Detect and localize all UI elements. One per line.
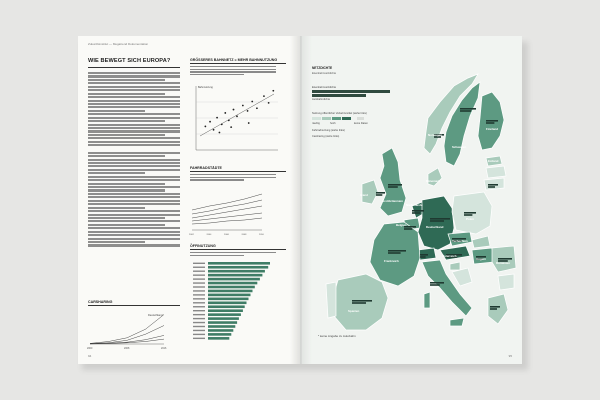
desc-line: [190, 74, 244, 75]
netzdichte-bar: [352, 302, 366, 304]
netzdichte-bar: [464, 214, 472, 216]
scatter-point: [204, 126, 206, 128]
scatter-point: [256, 107, 258, 109]
oepnv-bar-label-placeholder: [193, 314, 205, 315]
country-label: Deutschland: [426, 225, 444, 229]
carsharing-series-0: [90, 315, 164, 344]
netzdichte-bar: [490, 306, 500, 308]
text-line: [88, 155, 165, 157]
text-line: [88, 141, 180, 143]
carsharing-x-tick: 2016: [161, 347, 167, 350]
legend-scale-nodata: keine Daten: [354, 122, 368, 125]
left-running-head: Zukunftsinstitut — Megatrend Dokumentation: [88, 42, 149, 46]
scatter-y-label: Bahnnutzung: [198, 86, 213, 89]
text-line: [88, 100, 180, 102]
oepnv-bar-label-placeholder: [193, 330, 205, 331]
text-line: [88, 220, 180, 222]
oepnv-bar: [208, 282, 257, 285]
text-line: [88, 169, 180, 171]
text-line: [88, 89, 180, 91]
country-shape: [498, 274, 514, 290]
text-line: [88, 159, 180, 161]
oepnv-bar-label-placeholder: [193, 290, 205, 291]
scatter-point: [268, 102, 270, 104]
oepnv-bar: [208, 325, 235, 328]
fahrrad-rule: [190, 171, 286, 172]
oepnv-bar-label-placeholder: [193, 282, 205, 283]
text-line: [88, 196, 180, 198]
oepnv-bar: [208, 266, 268, 269]
legend-scale-low: niedrig: [312, 122, 320, 125]
trend-line: [200, 94, 274, 136]
netzdichte-bar: [498, 258, 512, 260]
text-line: [88, 110, 145, 112]
oepnv-bar-label-placeholder: [193, 326, 205, 327]
desc-line: [190, 69, 276, 70]
map-footnote: * keine Angabe zu Autobahn: [318, 334, 356, 338]
text-line: [88, 106, 180, 108]
netzdichte-bar: [486, 120, 498, 122]
brochure: [78, 36, 522, 364]
scatter-point: [224, 112, 226, 114]
oepnv-bar: [208, 302, 247, 305]
oepnv-bar-label-placeholder: [193, 310, 205, 311]
text-line: [88, 183, 165, 185]
carsharing-title: CARSHARING: [88, 300, 113, 304]
scatter-point: [242, 105, 244, 107]
netzdichte-bar: [430, 220, 444, 222]
fahrrad-x-tick: 2002: [189, 234, 194, 236]
scatter-point: [263, 95, 265, 97]
text-line: [88, 134, 165, 136]
desc-line: [190, 255, 244, 256]
text-line: [88, 162, 180, 164]
legend-fahrrad-label: Fahrradnutzung (siehe links): [312, 129, 345, 132]
netzdichte-bar: [376, 194, 382, 196]
text-line: [88, 176, 180, 178]
text-line: [88, 217, 165, 219]
text-line: [88, 165, 180, 167]
legend-rail-label: Eisenbahnnetzdichte: [312, 86, 337, 89]
country-label: Italien: [430, 285, 439, 289]
fahrrad-line-chart: [190, 186, 286, 238]
oepnv-bar-label-placeholder: [193, 298, 205, 299]
carsharing-x-tick: 2008: [124, 347, 130, 350]
text-line: [88, 189, 165, 191]
desc-line: [190, 66, 276, 67]
netzdichte-bar: [388, 252, 401, 254]
carsharing-series-2: [90, 335, 164, 343]
scatter-point: [251, 101, 253, 103]
text-line: [88, 72, 180, 74]
oepnv-bar-label-placeholder: [193, 334, 205, 335]
netzdichte-bar: [412, 210, 424, 212]
netzdichte-bar: [430, 218, 450, 220]
text-line: [88, 172, 145, 174]
oepnv-bar: [208, 286, 255, 289]
text-line: [88, 82, 180, 84]
text-line: [88, 117, 180, 119]
text-line: [88, 144, 180, 146]
oepnv-bar: [208, 294, 251, 297]
oepnv-bar: [208, 317, 239, 320]
legend-carsharing-label: Carsharing (siehe links): [312, 135, 340, 138]
text-line: [88, 103, 180, 105]
fahrrad-description: [190, 174, 280, 182]
legend-bar-road: [312, 94, 366, 97]
netzdichte-bar: [376, 192, 385, 194]
text-line: [88, 75, 180, 77]
text-line: [88, 193, 180, 195]
country-label: Finnland: [486, 127, 499, 131]
fahrrad-series-4: [192, 218, 262, 224]
text-line: [88, 152, 180, 154]
netzdichte-bar: [388, 250, 406, 252]
oepnv-bar-label-placeholder: [193, 263, 205, 264]
netz-title: GRÖSSERES BAHNNETZ = MEHR BAHNNUTZUNG: [190, 58, 278, 62]
netzdichte-bar: [460, 110, 471, 112]
country-label: Dänemark: [426, 179, 440, 183]
left-page: [78, 36, 300, 364]
country-label: Polen: [466, 217, 474, 221]
oepnv-bar-chart: [190, 260, 286, 350]
country-shape: [326, 282, 336, 318]
oepnv-bar: [208, 262, 270, 265]
page-gutter: [290, 36, 312, 364]
country-label: Tschechien: [452, 239, 468, 243]
desc-line: [190, 177, 276, 178]
left-page-number: 94: [88, 354, 92, 358]
text-line: [88, 130, 180, 132]
text-line: [88, 234, 180, 236]
netzdichte-bar: [460, 108, 476, 110]
carsharing-series-label: Deutschland: [148, 314, 163, 317]
scatter-point: [219, 132, 221, 134]
text-line: [88, 124, 180, 126]
desc-line: [190, 252, 276, 253]
desc-line: [190, 179, 244, 180]
legend-bar-label-1: Eisenbahnnetzdichte: [312, 72, 337, 75]
text-line: [88, 179, 180, 181]
fahrrad-x-tick: 2010: [259, 234, 264, 236]
oepnv-bar: [208, 321, 237, 324]
title-rule: [88, 67, 180, 68]
legend-road-label: Autobahndichte: [312, 98, 331, 101]
oepnv-bar: [208, 337, 229, 340]
oepnv-bar: [208, 333, 231, 336]
fahrrad-series-3: [192, 213, 262, 221]
oepnv-bar: [208, 290, 253, 293]
text-line: [88, 127, 180, 129]
netzdichte-bar: [488, 184, 498, 186]
scatter-point: [216, 117, 218, 119]
text-line: [88, 137, 180, 139]
text-line: [88, 210, 180, 212]
oepnv-title: ÖFFINUTZUNG: [190, 244, 216, 248]
country-label: Niederlande: [406, 203, 423, 207]
country-label: Estland: [488, 159, 499, 163]
fahrrad-title: FAHRRADSTÄDTE: [190, 166, 222, 170]
oepnv-bar: [208, 278, 260, 281]
text-line: [88, 224, 165, 226]
country-shape: [418, 196, 454, 250]
oepnv-bar: [208, 329, 233, 332]
oepnv-bar: [208, 305, 245, 308]
oepnv-bar-label-placeholder: [193, 338, 205, 339]
netzdichte-bar: [404, 228, 412, 230]
country-shape: [424, 292, 430, 308]
oepnv-bar: [208, 274, 262, 277]
country-label: Schweden: [452, 145, 467, 149]
oepnv-description: [190, 252, 280, 257]
country-label: Ungarn: [476, 257, 487, 261]
text-line: [88, 200, 180, 202]
text-line: [88, 96, 180, 98]
scatter-point: [209, 121, 211, 123]
scatter-point: [213, 129, 215, 131]
article-title: WIE BEWEGT SICH EUROPA?: [88, 58, 171, 64]
oepnv-bar-label-placeholder: [193, 271, 205, 272]
oepnv-bar-label-placeholder: [193, 267, 205, 268]
country-label: Rumänien: [496, 261, 510, 265]
netz-rule: [190, 63, 286, 64]
scatter-point: [247, 110, 249, 112]
fahrrad-x-tick: 2008: [241, 234, 247, 236]
right-page: [300, 36, 522, 364]
carsharing-rule: [88, 305, 180, 306]
netz-description: [190, 66, 280, 76]
desc-line: [190, 174, 276, 175]
scatter-point: [248, 122, 250, 124]
scatter-point: [233, 109, 235, 111]
country-label: Österreich: [442, 254, 457, 258]
text-line: [88, 238, 180, 240]
legend-title: NETZDICHTE: [312, 66, 333, 70]
netzdichte-bar: [430, 282, 444, 284]
text-line: [88, 186, 180, 188]
body-text-column: [88, 72, 180, 248]
netzdichte-bar: [420, 256, 426, 258]
right-page-number: 95: [508, 354, 512, 358]
text-line: [88, 79, 165, 81]
oepnv-bar: [208, 298, 249, 301]
text-line: [88, 214, 180, 216]
text-line: [88, 93, 165, 95]
text-line: [88, 227, 180, 229]
carsharing-series-1: [90, 326, 164, 344]
netzdichte-bar: [388, 186, 398, 188]
netzdichte-bar: [488, 186, 495, 188]
oepnv-bar: [208, 270, 265, 273]
text-line: [88, 244, 180, 246]
country-label: Norwegen: [428, 133, 442, 137]
netzdichte-bar: [352, 300, 372, 302]
fahrrad-x-tick: 2006: [224, 234, 229, 236]
oepnv-bar-label-placeholder: [193, 322, 205, 323]
fahrrad-x-tick: 2004: [206, 234, 212, 236]
netzdichte-bar: [486, 122, 494, 124]
scatter-point: [236, 115, 238, 117]
scatter-point: [272, 90, 274, 92]
text-line: [88, 113, 180, 115]
legend-bar-rail: [312, 90, 390, 93]
desc-line: [190, 71, 276, 72]
oepnv-rule: [190, 249, 286, 250]
oepnv-bar-label-placeholder: [193, 318, 205, 319]
carsharing-chart: [88, 308, 180, 352]
netzdichte-bar: [464, 212, 476, 214]
country-shape: [486, 166, 506, 178]
legend-color-scale: [312, 117, 364, 120]
legend-scale-high: hoch: [330, 122, 336, 125]
oepnv-bar-label-placeholder: [193, 286, 205, 287]
country-label: Frankreich: [384, 259, 399, 263]
scatter-point: [230, 126, 232, 128]
country-label: Spanien: [348, 309, 360, 313]
text-line: [88, 120, 165, 122]
oepnv-bar-label-placeholder: [193, 294, 205, 295]
oepnv-bar-label-placeholder: [193, 278, 205, 279]
carsharing-x-tick: 2000: [87, 347, 93, 350]
bahnnetz-scatter-chart: [190, 80, 286, 158]
text-line: [88, 86, 180, 88]
text-line: [88, 207, 145, 209]
text-line: [88, 241, 145, 243]
netzdichte-bar: [412, 212, 420, 214]
oepnv-bar-label-placeholder: [193, 306, 205, 307]
country-label: Großbritannien: [382, 199, 403, 203]
oepnv-bar-label-placeholder: [193, 302, 205, 303]
text-line: [88, 203, 180, 205]
legend-nutzung-label: Nutzung öffentlicher Verkehrsmittel (siehe links): [312, 112, 367, 115]
oepnv-bar: [208, 309, 243, 312]
country-label: Irland: [360, 193, 368, 197]
oepnv-bar: [208, 313, 241, 316]
netzdichte-bar: [490, 308, 497, 310]
oepnv-bar-label-placeholder: [193, 274, 205, 275]
text-line: [88, 231, 180, 233]
netzdichte-bar: [388, 184, 402, 186]
country-label: Belgien: [396, 223, 407, 227]
netzdichte-bar: [420, 254, 428, 256]
